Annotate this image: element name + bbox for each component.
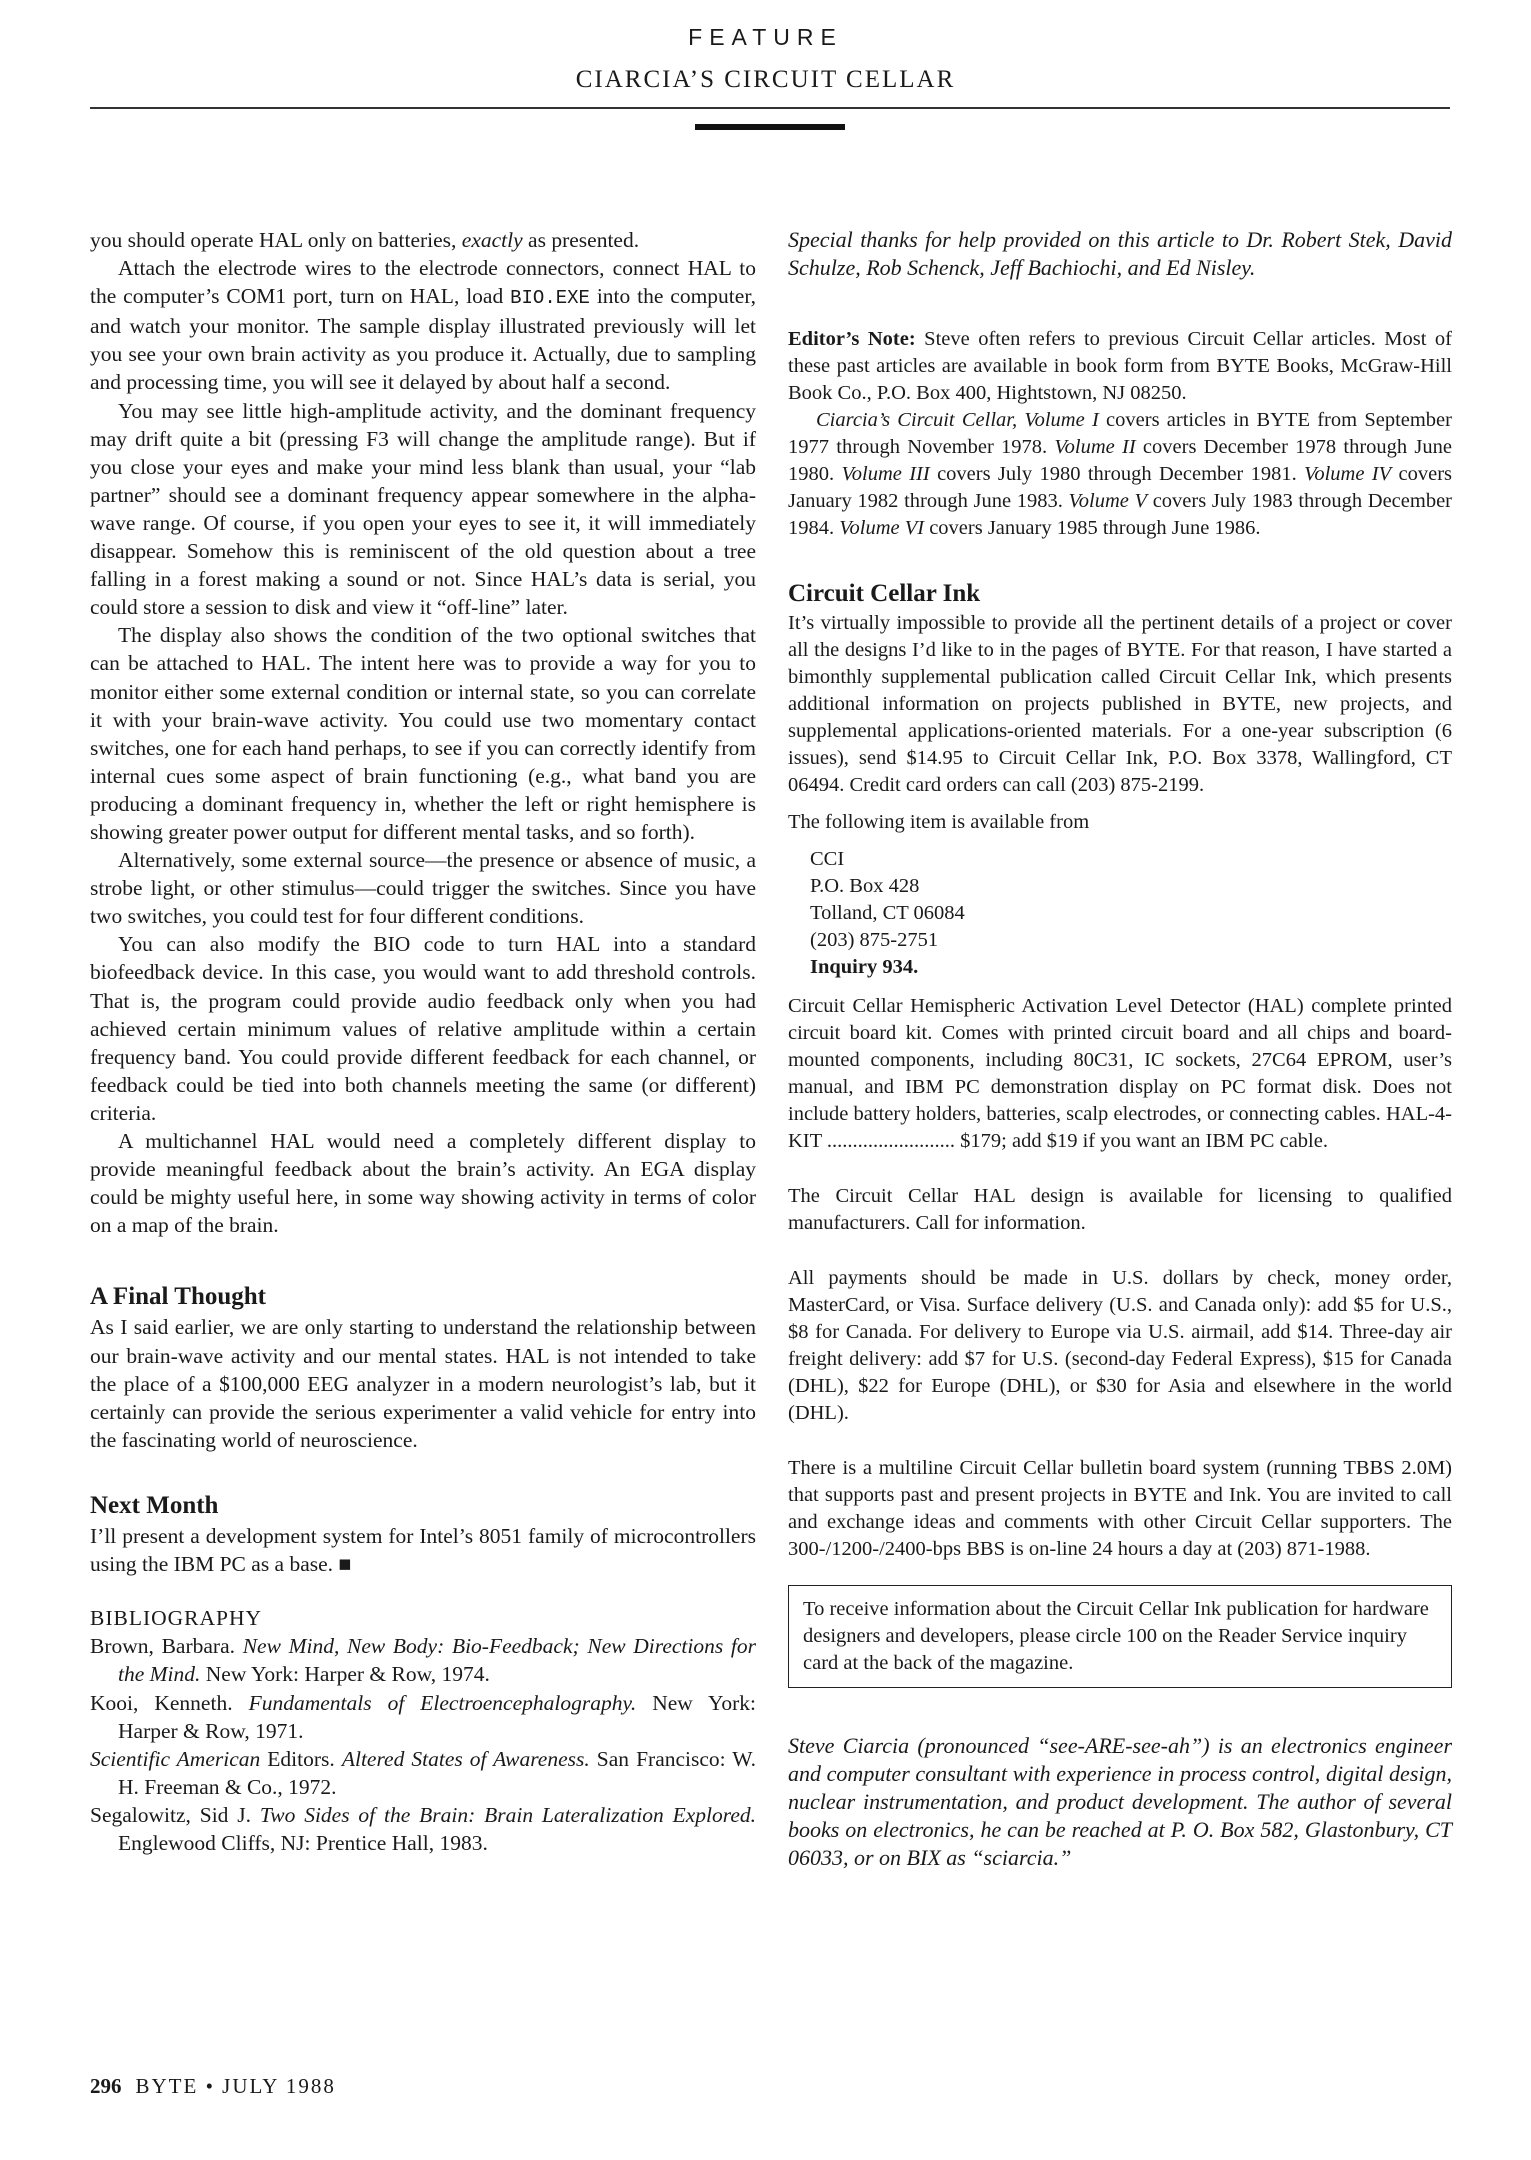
paragraph: The display also shows the condition of the two optional switches that can be attached to HAL. The intent here was to provide a way for you to monitor either some external condition or internal state, so you can correlate it with your brain-wave activity. You could use two momentary contact switches, one for each hand perhaps, to see if you can correctly identify from internal cues some aspect of brain functioning (e.g., what band you are producing a dominant frequency in, whether the left or right hemisphere is showing greater power output for different mental tasks, and so forth). — [90, 623, 756, 844]
header-bar — [695, 124, 845, 130]
paragraph: You can also modify the BIO code to turn HAL into a standard biofeedback device. In this case, you would want to add threshold controls. That is, the program could provide audio feedback only when you had achieved certain minimum values of relative amplitude within a certain frequency band. You could provide different feedback for each channel, or feedback could be tied into both channels meeting the same (or different) criteria. — [90, 932, 756, 1125]
paragraph: Circuit Cellar Hemispheric Activation Level Detector (HAL) complete printed circuit board kit. Comes with printed circuit board and all chips and board-mounted components, including 80C31, IC sockets, 27C64 EPROM, user’s manual, and IBM PC demonstration display on PC format disk. Does not include battery holders, batteries, scalp electrodes, or connecting cables. HAL-4-KIT ......................... $179; add $19 if you want an IBM PC cable. — [788, 995, 1452, 1153]
paragraph: You may see little high-amplitude activity, and the dominant frequency may drift quite a bit (pressing F3 will change the amplitude range). But if you close your eyes and make your mind less blank than usual, your “lab partner” should see a dominant frequency appear somewhere in the alpha-wave range. Of course, if you open your eyes to see it, it will immediately disappear. Somehow this is reminiscent of the old question about a tree falling in a forest making a sound or not. Since HAL’s data is serial, you could store a session to disk and view it “off-line” later. — [90, 398, 756, 620]
paragraph: There is a multiline Circuit Cellar bulletin board system (running TBBS 2.0M) that supports past and present projects in BYTE and Ink. You are invited to call and exchange ideas and comments with other Circuit Cellar supporters. The 300-/1200-/2400-bps BBS is on-line 24 hours a day at (203) 871-1988. — [788, 1457, 1452, 1561]
column-title: CIARCIA’S CIRCUIT CELLAR — [575, 66, 956, 93]
magazine-issue: BYTE • JULY 1988 — [135, 2074, 336, 2098]
end-mark: ■ — [338, 1552, 352, 1577]
paragraph: It’s virtually impossible to provide all the pertinent details of a project or cover all the designs I’d like to in the pages of BYTE. For that reason, I have started a bimonthly supplemental publication called Circuit Cellar Ink, which presents additional information on projects published in BYTE, new projects, and supplemental applications-oriented materials. For a one-year subscription (6 issues), send $14.95 to Circuit Cellar Ink, P.O. Box 3378, Wallingford, CT 06494. Credit card orders can call (203) 875-2199. — [788, 612, 1452, 797]
acknowledgments: Special thanks for help provided on this article to Dr. Robert Stek, David Schulze, Rob Schenck, Jeff Bachiochi, and Ed Nisley. — [788, 227, 1452, 280]
right-column — [788, 226, 1452, 1872]
bibliography-entry: Scientific American Editors. Altered States of Awareness. San Francisco: W. H. Freeman & Co., 1972. — [90, 1746, 756, 1799]
inquiry-number: Inquiry 934. — [810, 956, 919, 979]
code-filename: BIO.EXE — [510, 287, 590, 310]
bibliography-entry: Kooi, Kenneth. Fundamentals of Electroencephalography. New York: Harper & Row, 1971. — [90, 1690, 756, 1743]
left-column — [90, 226, 756, 1857]
paragraph: The Circuit Cellar HAL design is available for licensing to qualified manufacturers. Call for information. — [788, 1185, 1452, 1235]
bibliography-heading: BIBLIOGRAPHY — [90, 1606, 263, 1631]
paragraph: The following item is available from — [788, 811, 1090, 834]
author-bio: Steve Ciarcia (pronounced “see-ARE-see-ah”) is an electronics engineer and computer consultant with experience in process control, digital design, nuclear instrumentation, and product development. The author of several books on electronics, he can be reached at P. O. Box 582, Glastonbury, CT 06033, or on BIX as “sciarcia.” — [788, 1733, 1452, 1871]
paragraph: Attach the electrode wires to the electrode connectors, connect HAL to the computer’s COM1 port, turn on HAL, load BIO.EXE into the computer, and watch your monitor. The sample display illustrated previously will let you see your own brain activity as you produce it. Actually, due to sampling and processing time, you will see it delayed by about half a second. — [90, 256, 756, 395]
reader-service-notice: To receive information about the Circuit Cellar Ink publication for hardware designers and developers, please circle 100 on the Reader Service inquiry card at the back of the magazine. — [788, 1585, 1452, 1688]
page-footer — [90, 2074, 336, 2099]
bibliography-entry: Segalowitz, Sid J. Two Sides of the Brain: Brain Lateralization Explored. Englewood Cliffs, NJ: Prentice Hall, 1983. — [90, 1802, 756, 1855]
paragraph: A multichannel HAL would need a completely different display to provide meaningful feedback about the brain’s activity. An EGA display could be mighty useful here, in some way showing activity in terms of color on a map of the brain. — [90, 1129, 756, 1238]
section-heading-circuit-cellar-ink: Circuit Cellar Ink — [788, 580, 981, 607]
section-kicker: FEATURE — [688, 24, 843, 50]
vendor-address: CCI P.O. Box 428 Tolland, CT 06084 (203) 875-2751 Inquiry 934. — [788, 846, 1452, 981]
page-number: 296 — [90, 2074, 122, 2098]
paragraph: you should operate HAL only on batteries, exactly as presented. — [90, 228, 640, 252]
section-heading-next-month: Next Month — [90, 1491, 219, 1519]
section-heading-final-thought: A Final Thought — [90, 1283, 267, 1311]
paragraph: All payments should be made in U.S. dollars by check, money order, MasterCard, or Visa. Surface delivery (U.S. and Canada only): add $5 for U.S., $8 for Canada. For delivery to Europe via U.S. airmail, add $14. Three-day air freight delivery: add $7 for U.S. (second-day Federal Express), $15 for Canada (DHL), $22 for Europe (DHL), or $30 for Asia and elsewhere in the world (DHL). — [788, 1267, 1452, 1425]
paragraph: I’ll present a development system for Intel’s 8051 family of microcontrollers using the IBM PC as a base. ■ — [90, 1524, 756, 1577]
paragraph: As I said earlier, we are only starting to understand the relationship between our brain-wave activity and our mental states. HAL is not intended to take the place of a $100,000 EEG analyzer in a modern neurologist’s lab, but it certainly can provide the serious experimenter a valid vehicle for entry into the fascinating world of neuroscience. — [90, 1315, 756, 1452]
header-rule — [90, 107, 1450, 109]
editors-note: Editor’s Note: Steve often refers to previous Circuit Cellar articles. Most of these past articles are available in book form from BYTE Books, McGraw-Hill Book Co., P.O. Box 400, Hightstown, NJ 08250. Ciarcia’s Circuit Cellar, Volume I covers articles in BYTE from September 1977 through November 1978. Volume II covers December 1978 through June 1980. Volume III covers July 1980 through December 1981. Volume IV covers January 1982 through June 1983. Volume V covers July 1983 through December 1984. Volume VI covers January 1985 through June 1986. — [788, 328, 1453, 539]
paragraph: Alternatively, some external source—the presence or absence of music, a strobe light, or other stimulus—could trigger the switches. Since you have two switches, you could test for four different conditions. — [90, 848, 756, 929]
bibliography-entry: Brown, Barbara. New Mind, New Body: Bio-Feedback; New Directions for the Mind. New York: Harper & Row, 1974. — [90, 1634, 756, 1687]
